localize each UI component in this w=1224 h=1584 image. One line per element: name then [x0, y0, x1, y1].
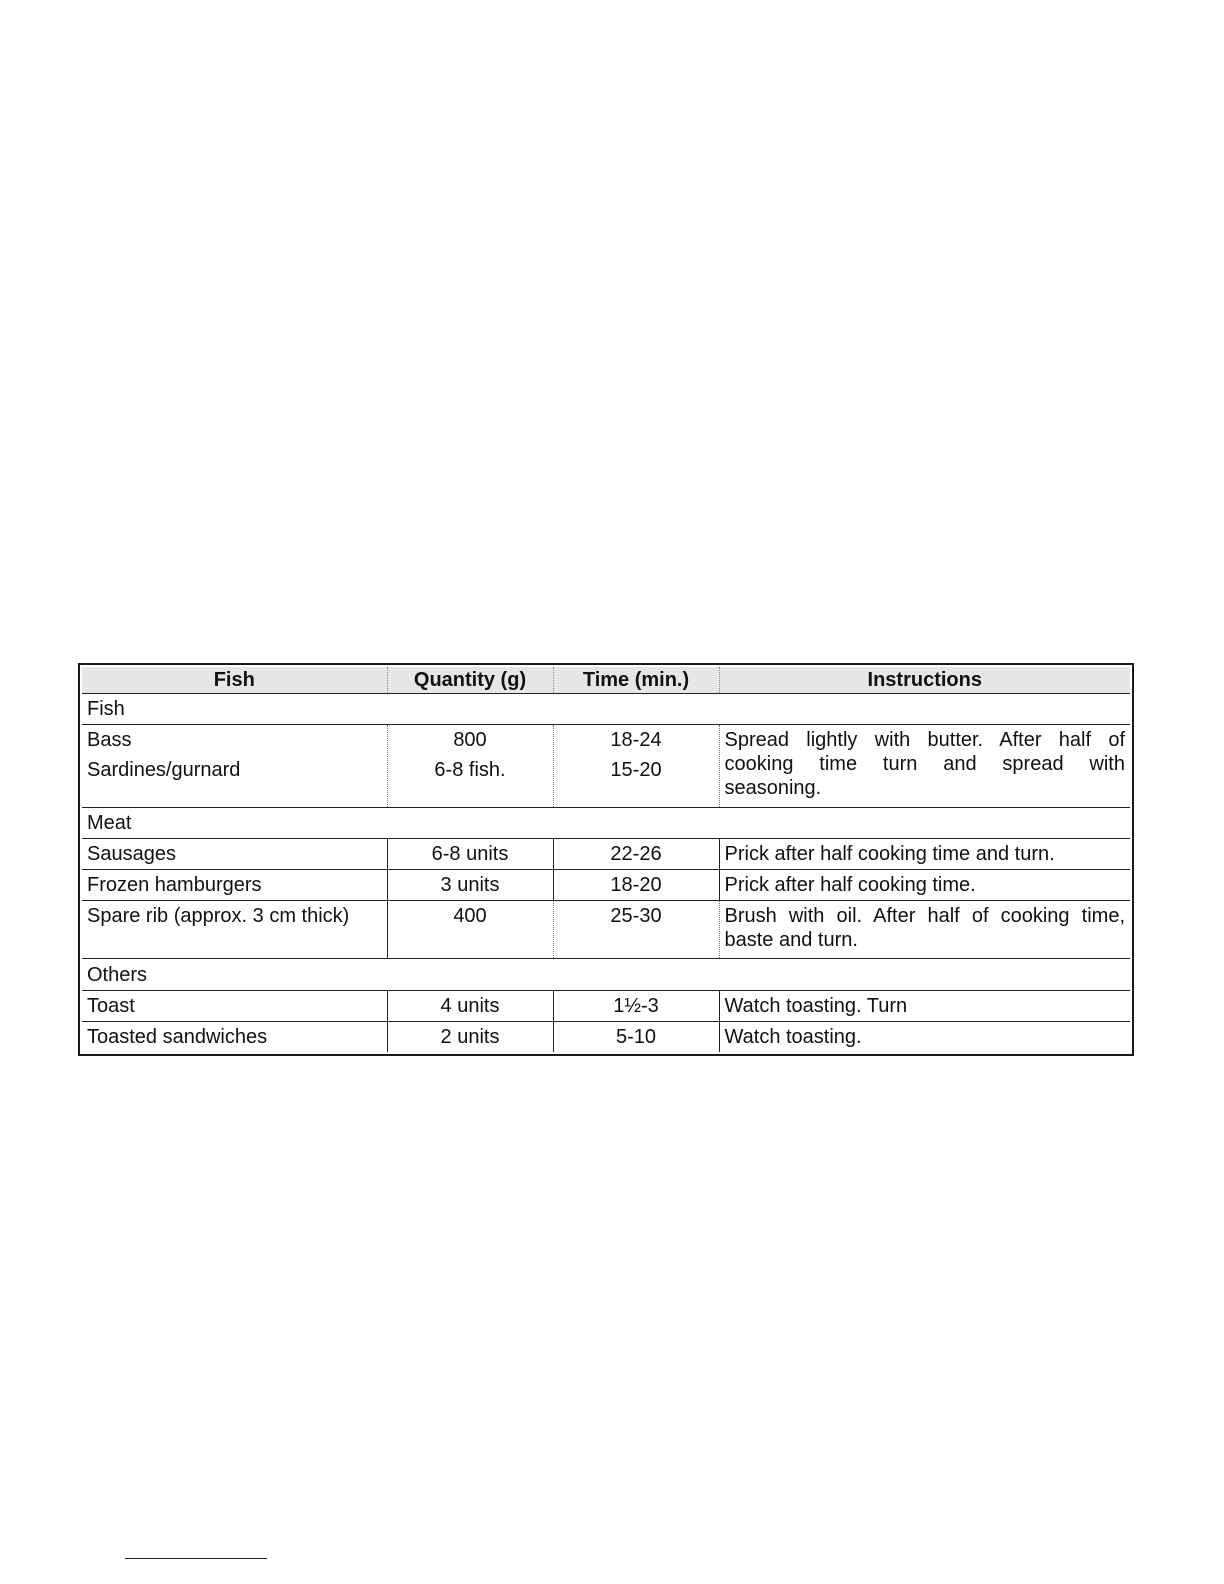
- time-value: 5-10: [553, 1021, 719, 1052]
- instructions-cell: Watch toasting.: [719, 1021, 1130, 1052]
- table-row: [82, 838, 1130, 869]
- food-name-cell: [82, 725, 387, 807]
- food-name: Sausages: [82, 838, 387, 869]
- food-name: Spare rib (approx. 3 cm thick): [82, 901, 387, 959]
- food-name: Toast: [82, 990, 387, 1021]
- time-value: 15-20: [610, 759, 662, 782]
- instructions-cell: Spread lightly with butter. After half of cooking time turn and spread with seasoning.: [719, 725, 1130, 807]
- table-row: [82, 725, 1130, 807]
- table-row: [82, 990, 1130, 1021]
- section-row-fish: [82, 694, 1130, 725]
- section-label: Fish: [82, 694, 1130, 725]
- header-quantity: Quantity (g): [387, 667, 553, 694]
- header-time: Time (min.): [553, 667, 719, 694]
- section-row-others: [82, 959, 1130, 990]
- table-row: [82, 901, 1130, 959]
- food-name: Bass: [87, 729, 132, 752]
- time-cell: [553, 725, 719, 807]
- instructions-cell: Watch toasting. Turn: [719, 990, 1130, 1021]
- cooking-times-table: [82, 667, 1130, 1052]
- header-instructions: Instructions: [719, 667, 1130, 694]
- time-value: 18-24: [610, 729, 662, 752]
- section-row-meat: [82, 807, 1130, 838]
- instructions-cell: Prick after half cooking time.: [719, 869, 1130, 900]
- food-name: Toasted sandwiches: [82, 1021, 387, 1052]
- time-value: 22-26: [553, 838, 719, 869]
- time-value: 25-30: [553, 901, 719, 959]
- time-value: 1½-3: [553, 990, 719, 1021]
- table-header-row: [82, 667, 1130, 694]
- header-food: Fish: [82, 667, 387, 694]
- quantity-cell: [387, 725, 553, 807]
- food-name: Frozen hamburgers: [82, 869, 387, 900]
- footnote-separator-line: [125, 1558, 267, 1559]
- quantity-value: 400: [387, 901, 553, 959]
- quantity-value: 800: [453, 729, 487, 752]
- section-label: Meat: [82, 807, 1130, 838]
- quantity-value: 3 units: [387, 869, 553, 900]
- section-label: Others: [82, 959, 1130, 990]
- table-row: [82, 869, 1130, 900]
- table-row: [82, 1021, 1130, 1052]
- quantity-value: 6-8 units: [387, 838, 553, 869]
- food-name: Sardines/gurnard: [87, 759, 241, 782]
- quantity-value: 6-8 fish.: [434, 759, 506, 782]
- instructions-cell: Brush with oil. After half of cooking time, baste and turn.: [719, 901, 1130, 959]
- quantity-value: 2 units: [387, 1021, 553, 1052]
- time-value: 18-20: [553, 869, 719, 900]
- cooking-table-frame: [78, 663, 1134, 1056]
- quantity-value: 4 units: [387, 990, 553, 1021]
- instructions-cell: Prick after half cooking time and turn.: [719, 838, 1130, 869]
